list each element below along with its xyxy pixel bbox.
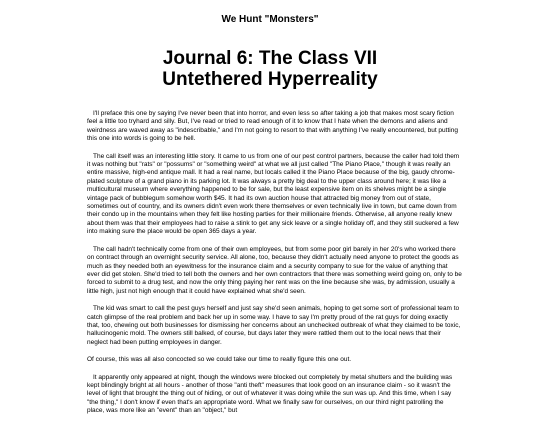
journal-body [87,110,462,425]
paragraph-4: The kid was smart to call the pest guys herself and just say she'd seen animals, hoping to get some sort of professional team to catch glimpse of the real problem and back her up in some way. I have to say I'm pretty proud of the rat guys for doing exactly that, too, chewing out both businesses for dismissing her concerns about an unchecked outbreak of what they claimed to be toxic, hallucinogenic mold. The owners still balked, of course, but days later they were rattled them out to the local news that their neglect had been putting employees in danger. [87,305,461,346]
journal-title [0,48,540,90]
paragraph-6: It apparently only appeared at night, though the windows were blocked out completely by metal shutters and the building was kept blindingly bright at all hours - another of those "anti theft" measures that look good on an insurance claim - so it wasn't the level of light that brought the thing out of hiding, or out of whatever it was doing while the sun was up. And this time, when I say "the thing," I don't know if even that's an appropriate word. What we finally saw for ourselves, on our third night patrolling the place, was more like an "event" than an "object," but [87,373,453,415]
journal-title-line-2: Untethered Hyperreality [162,69,378,90]
paragraph-2: The call itself was an interesting little story. It came to us from one of our pest control partners, because the caller had told them it was nothing but "rats" or "possums" or "something weird" at what we all just called "The Piano Place," though it was really an entire massive, high-end antique mall. It had a real name, but locals called it the Piano Place because of the big, gaudy chrome-plated sculpture of a grand piano in its parking lot. It was always a pretty big deal to the upper class around here; it was like a multicultural museum where everything happened to be for sale, but the least expensive item on its shelves might be a single vintage pack of bubblegum somehow worth $45. It had its own auction house that attracted big money from out of state, sometimes out of country, and its owners didn't even work there themselves or even technically live in town, but came down from their condo up in the mountains when they felt like hosting parties for their millionaire friends. Otherwise, all anyone really knew about them was that their employees had to raise a stink to get any sick leave or a single holiday off, and they still suckered a few into making sure the place would be open 365 days a year. [87,152,460,236]
paragraph-5: Of course, this was all also concocted so we could take our time to really figure this one out. [87,356,352,364]
paragraph-1: I'll preface this one by saying I've never been that into horror, and even less so after taking a job that makes most scary fiction feel a little too tryhard and silly. But, I've read or tried to read enough of it to know that I hate when the demons and aliens and weirdness are waved away as "indescribable," and I'm not going to resort to that with anything I've really encountered, but putting this one into words is going to be hell. [87,110,458,143]
site-title: We Hunt "Monsters" [221,14,319,25]
journal-title-line-1: Journal 6: The Class VII [162,48,378,69]
paragraph-3: The call hadn't technically come from one of their own employees, but from some poor girl barely in her 20's who worked there on contract through an overnight security service. All alone, too, because they didn't actually need anyone to protect the goods as much as they needed both an eyewitness for the insurance claim and a security company to sue for the value of anything that ever did get stolen. She'd tried to tell both the owners and her own contractors that there was something weird going on, only to be forced to submit to a drug test, and now the only thing paying her rent was on the line because she was, by admission, usually a little high, just not high enough that it could have explained what she'd seen. [87,245,462,295]
